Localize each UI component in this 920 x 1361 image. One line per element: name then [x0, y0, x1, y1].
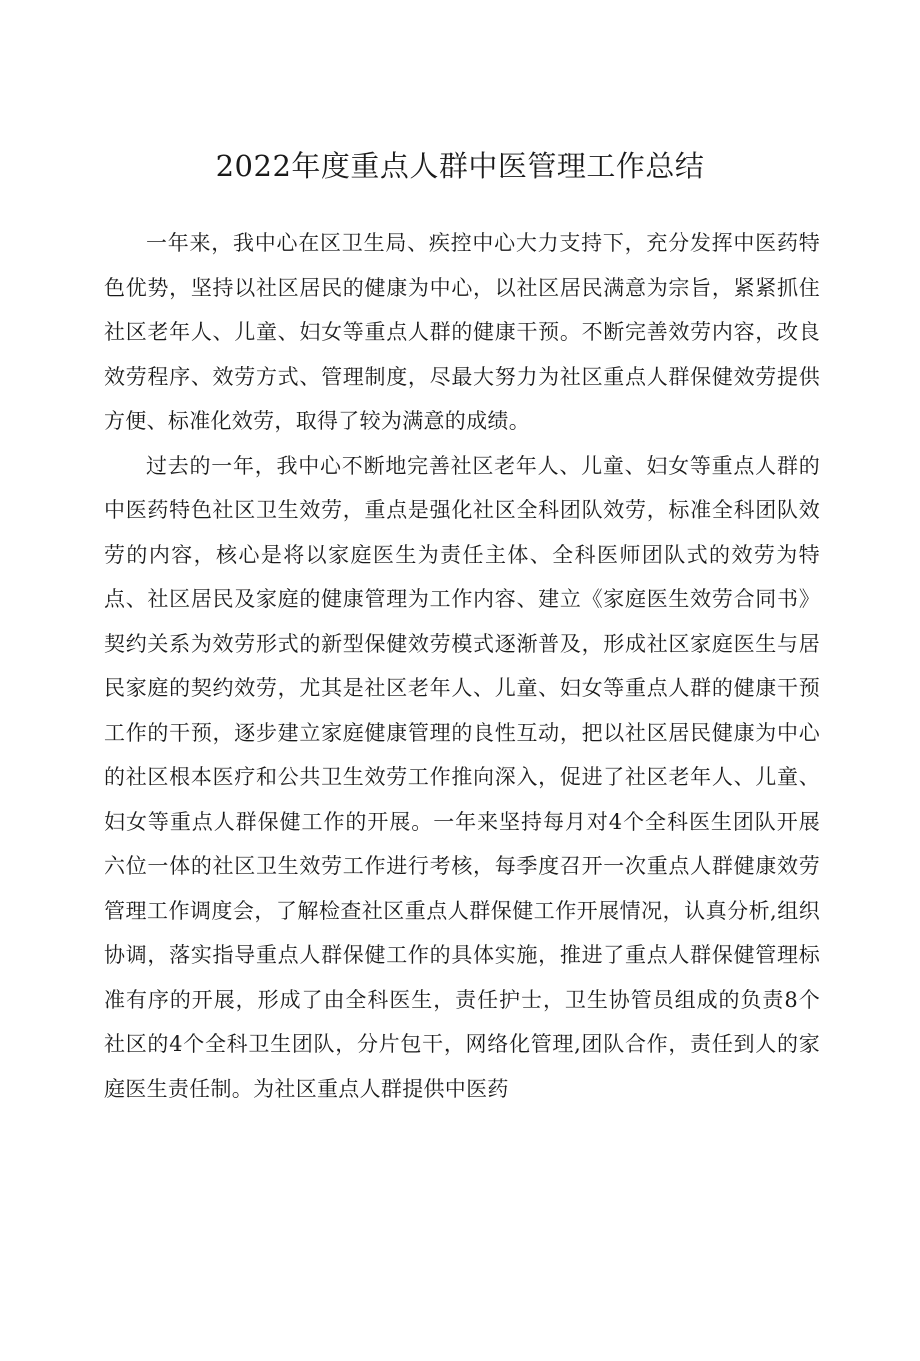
- document-body: [104, 221, 820, 1111]
- document-title: 2022年度重点人群中医管理工作总结: [215, 149, 705, 183]
- paragraph-1: 一年来，我中心在区卫生局、疾控中心大力支持下，充分发挥中医药特色优势，坚持以社区居民的健康为中心，以社区居民满意为宗旨，紧紧抓住社区老年人、儿童、妇女等重点人群的健康干预。不断完善效劳内容，改良效劳程序、效劳方式、管理制度，尽最大努力为社区重点人群保健效劳提供方便、标准化效劳，取得了较为满意的成绩。: [104, 231, 820, 433]
- paragraph-2: 过去的一年，我中心不断地完善社区老年人、儿童、妇女等重点人群的中医药特色社区卫生效劳，重点是强化社区全科团队效劳，标准全科团队效劳的内容，核心是将以家庭医生为责任主体、全科医师团队式的效劳为特点、社区居民及家庭的健康管理为工作内容、建立《家庭医生效劳合同书》契约关系为效劳形式的新型保健效劳模式逐渐普及，形成社区家庭医生与居民家庭的契约效劳，尤其是社区老年人、儿童、妇女等重点人群的健康干预工作的干预，逐步建立家庭健康管理的良性互动，把以社区居民健康为中心的社区根本医疗和公共卫生效劳工作推向深入，促进了社区老年人、儿童、妇女等重点人群保健工作的开展。一年来坚持每月对4个全科医生团队开展六位一体的社区卫生效劳工作进行考核，每季度召开一次重点人群健康效劳管理工作调度会，了解检查社区重点人群保健工作开展情况，认真分析,组织协调，落实指导重点人群保健工作的具体实施，推进了重点人群保健管理标准有序的开展，形成了由全科医生，责任护士，卫生协管员组成的负责8个社区的4个全科卫生团队，分片包干，网络化管理,团队合作，责任到人的家庭医生责任制。为社区重点人群提供中医药: [104, 453, 820, 1101]
